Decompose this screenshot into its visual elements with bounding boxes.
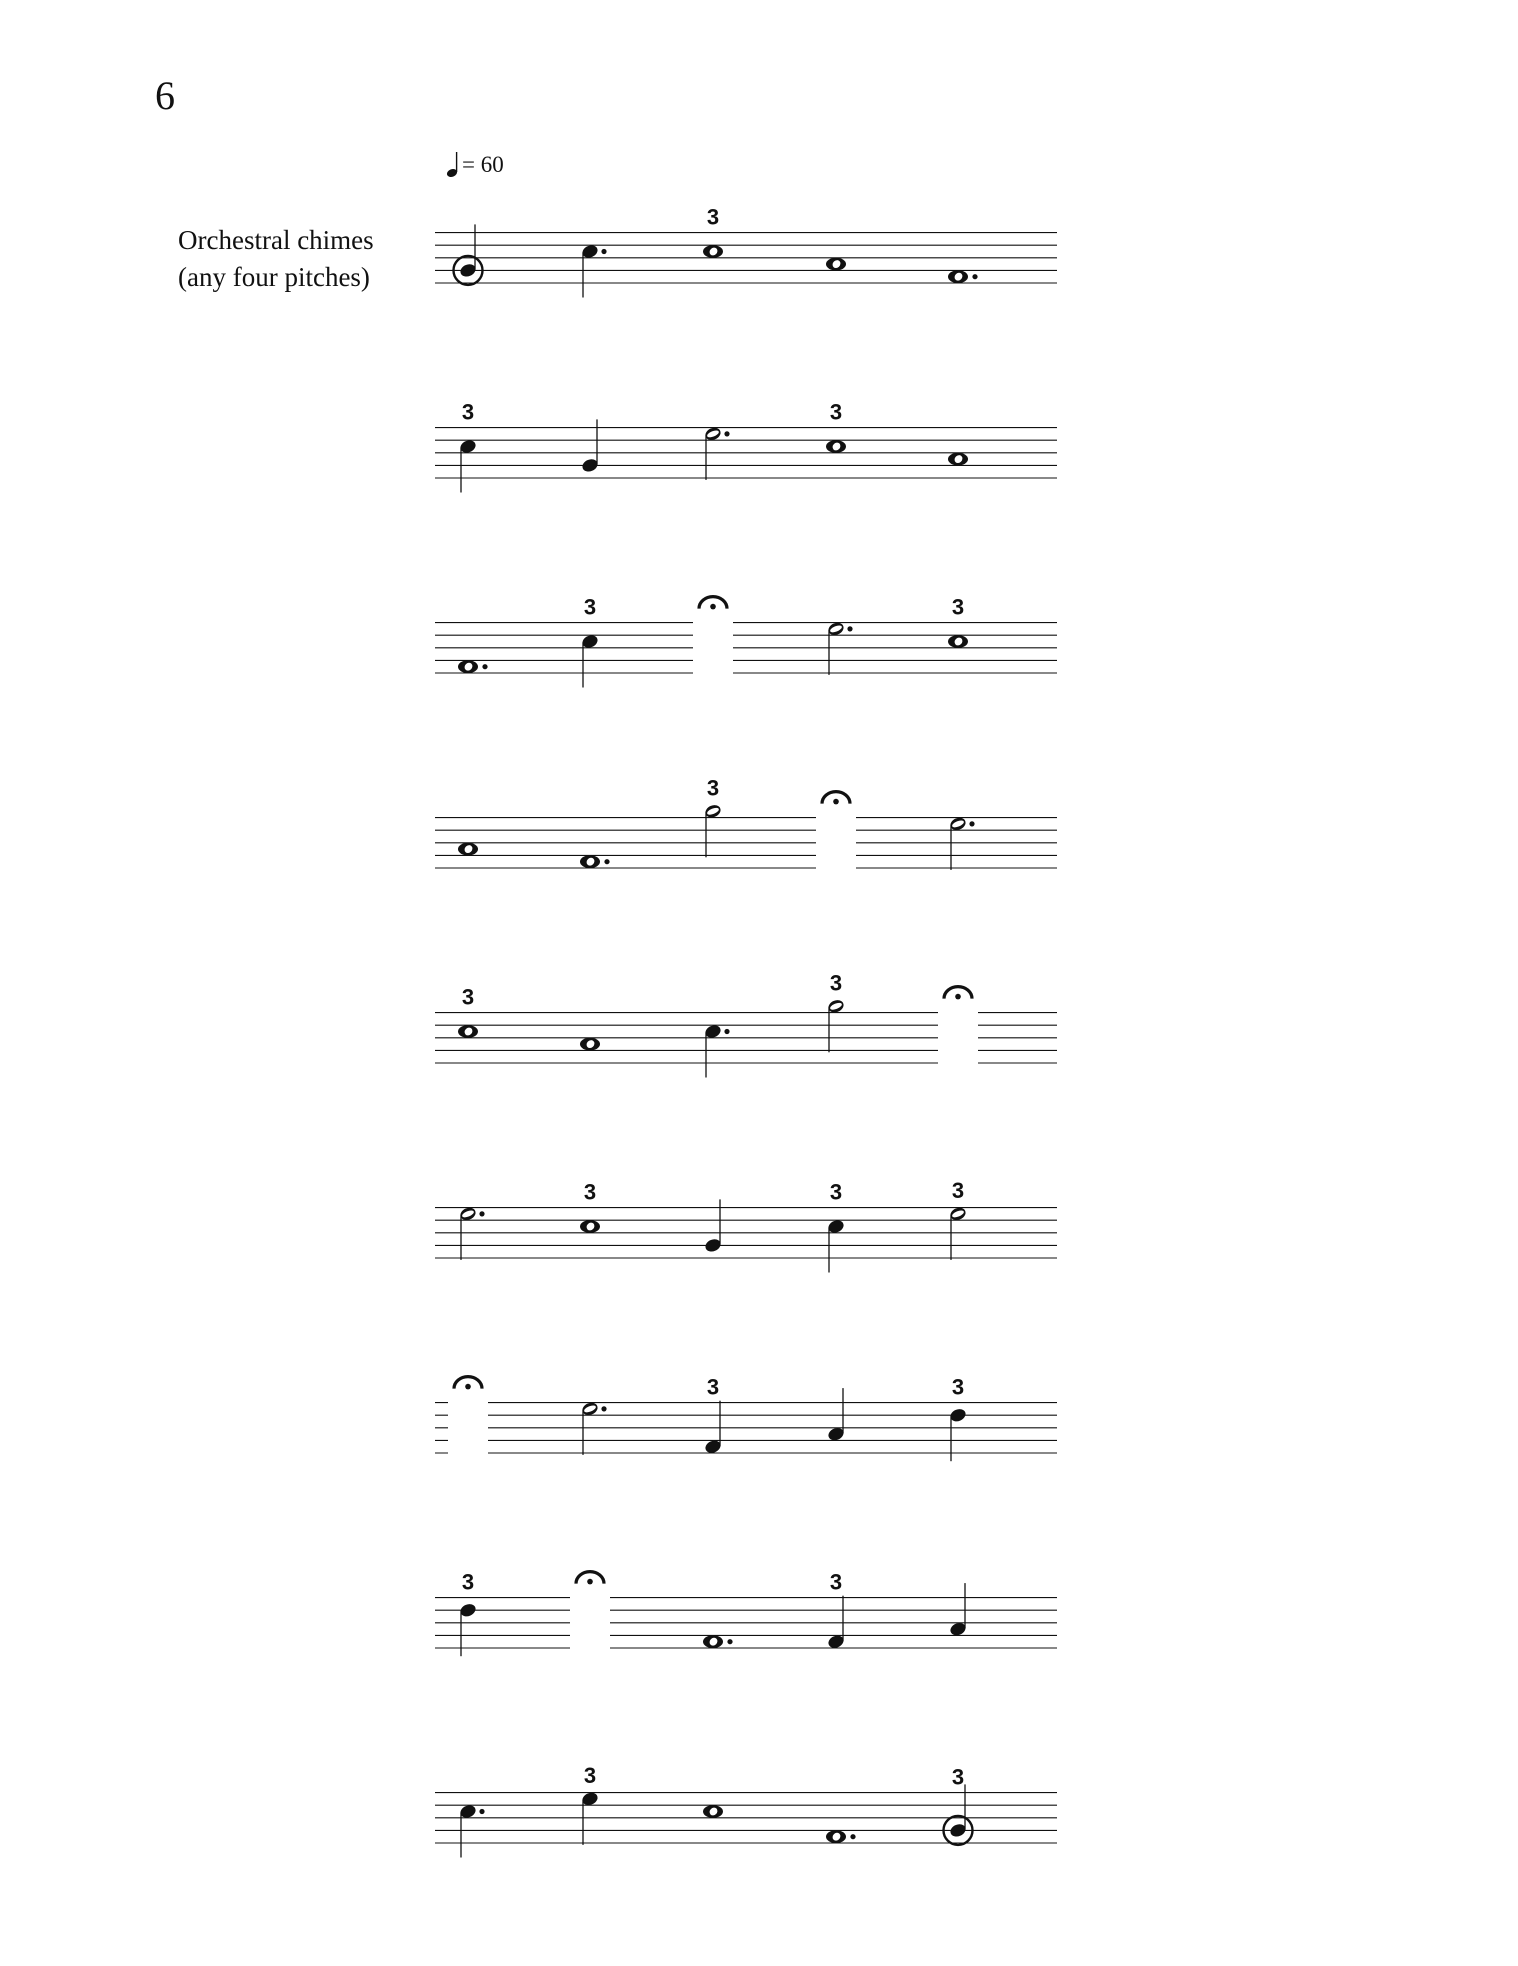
staff-gap xyxy=(693,620,733,678)
instrument-note: (any four pitches) xyxy=(178,262,370,292)
augmentation-dot xyxy=(727,1639,732,1644)
fermata-dot xyxy=(833,799,839,805)
fermata-dot xyxy=(710,604,716,610)
dotted-whole-note xyxy=(826,1830,856,1843)
staff-system xyxy=(435,400,1057,493)
augmentation-dot xyxy=(482,664,487,669)
dotted-whole-note xyxy=(458,660,488,673)
augmentation-dot xyxy=(601,249,606,254)
quarter-note xyxy=(581,595,600,688)
half-note xyxy=(949,1178,968,1260)
quarter-note xyxy=(459,1570,478,1657)
augmentation-dot xyxy=(972,274,977,279)
tuplet-number: 3 xyxy=(461,399,475,425)
tuplet-number: 3 xyxy=(829,970,843,996)
augmentation-dot xyxy=(604,859,609,864)
augmentation-dot xyxy=(479,1211,484,1216)
augmentation-dot xyxy=(847,626,852,631)
tuplet-number: 3 xyxy=(583,594,597,620)
fermata-dot xyxy=(587,1579,593,1585)
half-note xyxy=(827,970,846,1052)
staff-system xyxy=(435,1375,1057,1462)
whole-note xyxy=(826,400,846,453)
tuplet-number: 3 xyxy=(706,775,720,801)
tuplet-number: 3 xyxy=(583,1762,597,1788)
whole-note xyxy=(948,453,968,466)
dotted-whole-note xyxy=(948,270,978,283)
quarter-note xyxy=(581,1763,600,1845)
page-number: 6 xyxy=(155,73,175,118)
quarter-note xyxy=(949,1375,968,1462)
augmentation-dot xyxy=(850,1834,855,1839)
whole-note xyxy=(458,843,478,856)
staff-gap xyxy=(448,1400,488,1458)
whole-note xyxy=(703,1805,723,1818)
augmentation-dot xyxy=(724,431,729,436)
dotted-whole-note xyxy=(703,1635,733,1648)
staff-system xyxy=(435,595,1057,688)
whole-note xyxy=(580,1180,600,1233)
augmentation-dot xyxy=(724,1029,729,1034)
tuplet-number: 3 xyxy=(951,1177,965,1203)
tuplet-number: 3 xyxy=(951,1764,965,1790)
whole-note xyxy=(826,258,846,271)
augmentation-dot xyxy=(601,1406,606,1411)
tuplet-number: 3 xyxy=(706,1374,720,1400)
staff-system xyxy=(435,970,1057,1077)
staff-lines xyxy=(435,1403,1057,1453)
tuplet-number: 3 xyxy=(951,594,965,620)
staff-lines xyxy=(435,623,1057,673)
tuplet-number: 3 xyxy=(951,1374,965,1400)
whole-note xyxy=(458,985,478,1038)
staff-gap xyxy=(570,1595,610,1653)
augmentation-dot xyxy=(969,821,974,826)
staff-system xyxy=(435,205,1057,298)
staff-system xyxy=(435,775,1057,873)
staff-lines xyxy=(435,428,1057,478)
fermata-dot xyxy=(465,1384,471,1390)
whole-note xyxy=(948,595,968,648)
staff-gap xyxy=(816,815,856,873)
staff-system xyxy=(435,1178,1057,1273)
staff-lines xyxy=(435,1598,1057,1648)
tuplet-number: 3 xyxy=(461,984,475,1010)
tuplet-number: 3 xyxy=(706,204,720,230)
quarter-note xyxy=(827,1180,846,1273)
quarter-note xyxy=(454,224,483,285)
tuplet-number: 3 xyxy=(829,1569,843,1595)
tempo-value: = 60 xyxy=(462,152,504,177)
quarter-note xyxy=(459,400,478,493)
half-note xyxy=(704,775,723,857)
tuplet-number: 3 xyxy=(583,1179,597,1205)
instrument-name: Orchestral chimes xyxy=(178,225,374,255)
tuplet-number: 3 xyxy=(829,399,843,425)
whole-note xyxy=(580,1038,600,1051)
staff-system xyxy=(435,1570,1057,1657)
dotted-whole-note xyxy=(580,855,610,868)
staff-system xyxy=(435,1763,1057,1858)
augmentation-dot xyxy=(479,1809,484,1814)
tuplet-number: 3 xyxy=(461,1569,475,1595)
staff-gap xyxy=(938,1010,978,1068)
whole-note xyxy=(703,205,723,258)
tuplet-number: 3 xyxy=(829,1179,843,1205)
fermata-dot xyxy=(955,994,961,1000)
